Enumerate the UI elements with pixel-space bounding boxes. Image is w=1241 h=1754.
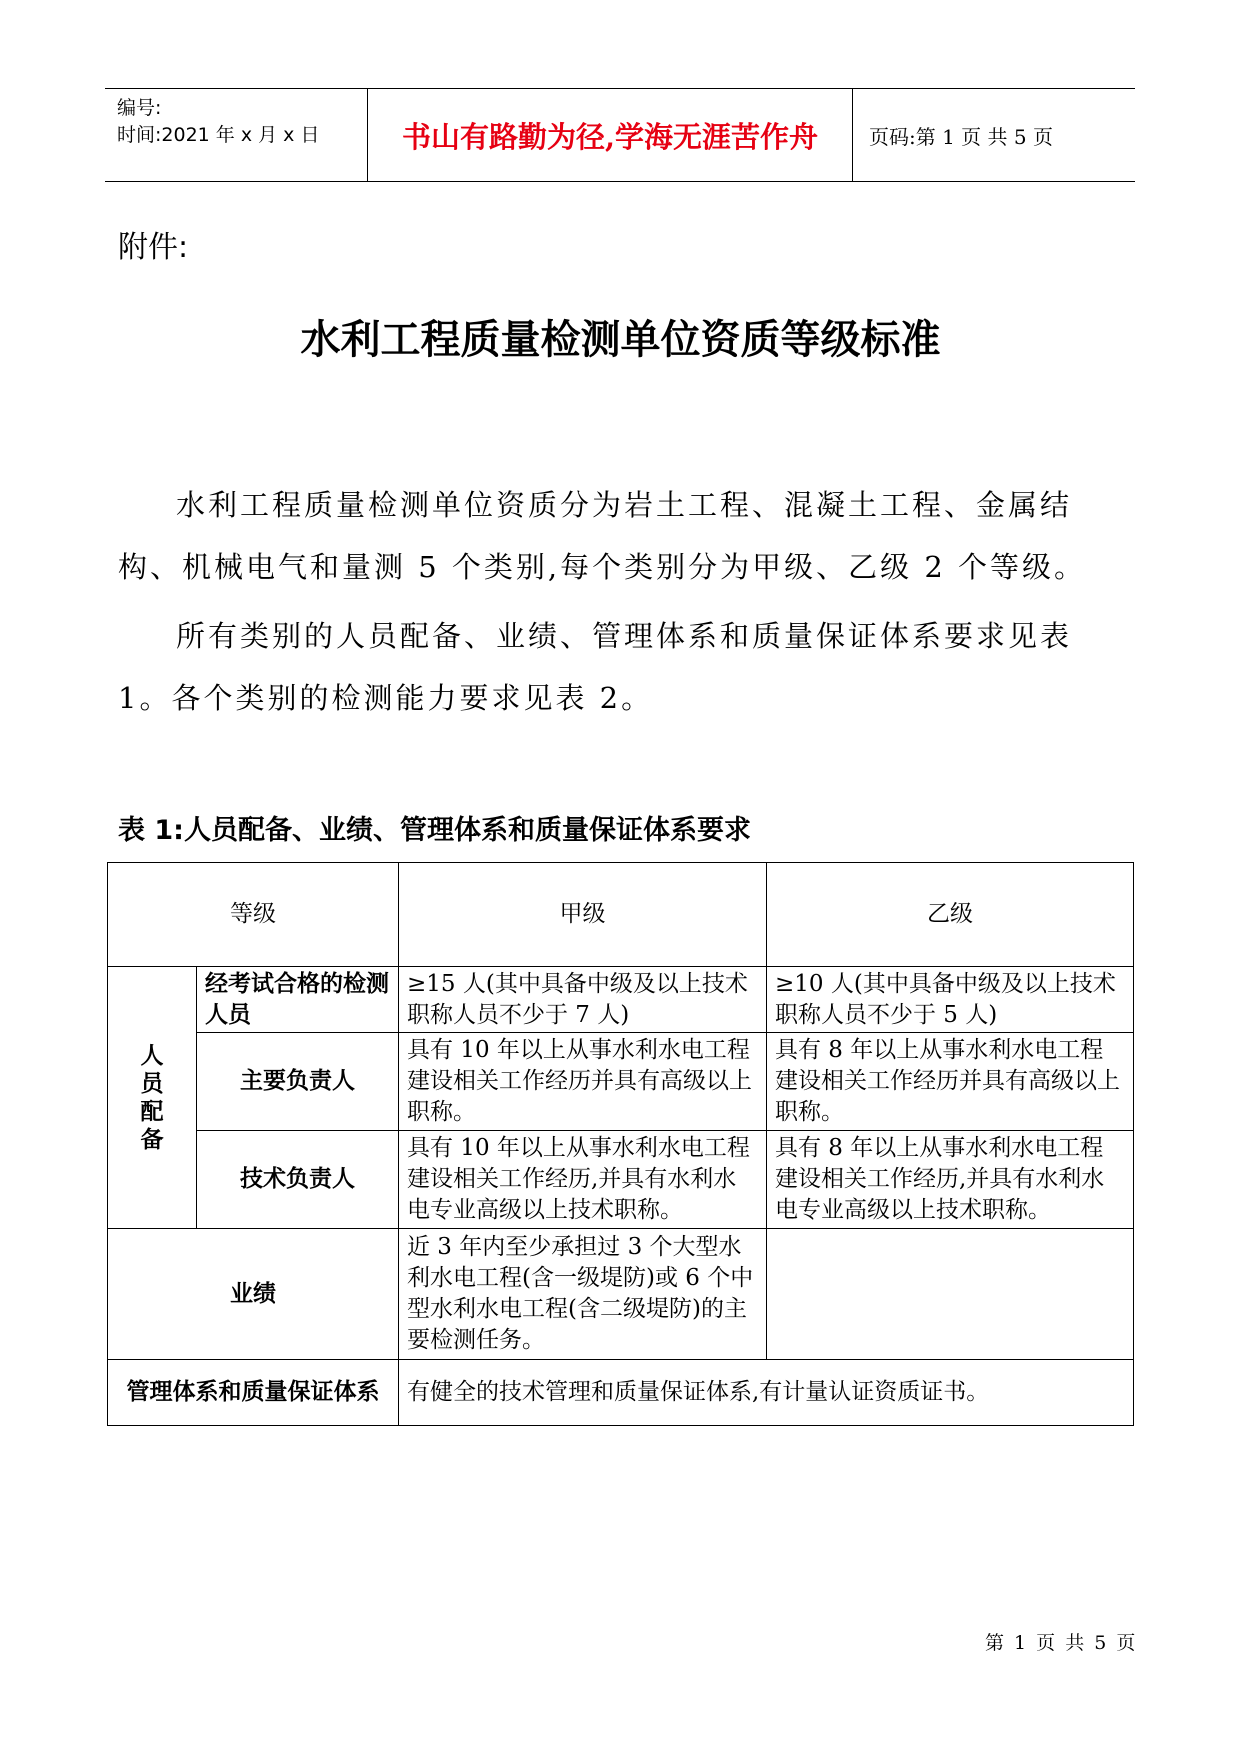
cell-performance-a: 近 3 年内至少承担过 3 个大型水利水电工程(含一级堤防)或 6 个中型水利水电工程(含二级堤防)的主要检测任务。	[399, 1229, 767, 1360]
table-caption: 表 1:人员配备、业绩、管理体系和质量保证体系要求	[118, 815, 751, 846]
time-label: 时间:2021 年 x 月 x 日	[117, 124, 320, 146]
document-title: 水利工程质量检测单位资质等级标准	[300, 317, 941, 363]
cell-principal-b: 具有 8 年以上从事水利水电工程建设相关工作经历并具有高级以上职称。	[767, 1033, 1134, 1131]
table-row	[108, 1229, 1134, 1360]
header-grade-b: 乙级	[767, 863, 1134, 967]
cell-technical-b: 具有 8 年以上从事水利水电工程建设相关工作经历,并具有水利水电专业高级以上技术职称。	[767, 1131, 1134, 1229]
table-row	[108, 1131, 1134, 1229]
row-label-management: 管理体系和质量保证体系	[108, 1360, 399, 1426]
page-footer: 第 1 页 共 5 页	[985, 1632, 1138, 1654]
row-label-technical: 技术负责人	[197, 1131, 399, 1229]
cell-technical-a: 具有 10 年以上从事水利水电工程建设相关工作经历,并具有水利水电专业高级以上技术职称。	[399, 1131, 767, 1229]
page-header	[105, 88, 1135, 182]
cell-performance-b	[767, 1229, 1134, 1360]
serial-label: 编号:	[117, 97, 162, 119]
header-page-code: 页码:第 1 页 共 5 页	[869, 124, 1053, 149]
row-label-performance: 业绩	[108, 1229, 399, 1360]
table-row	[108, 967, 1134, 1033]
header-grade: 等级	[108, 863, 399, 967]
row-label-inspectors: 经考试合格的检测人员	[197, 967, 399, 1033]
header-grade-a: 甲级	[399, 863, 767, 967]
header-motto: 书山有路勤为径,学海无涯苦作舟	[367, 89, 853, 181]
cell-inspectors-a: ≥15 人(其中具备中级及以上技术职称人员不少于 7 人)	[399, 967, 767, 1033]
table-row	[108, 1033, 1134, 1131]
staffing-group-label: 人 员 配 备	[108, 967, 197, 1229]
paragraph-requirements: 所有类别的人员配备、业绩、管理体系和质量保证体系要求见表 1。各个类别的检测能力要求见表 2。	[118, 619, 1073, 715]
row-label-principal: 主要负责人	[197, 1033, 399, 1131]
table-row	[108, 1360, 1134, 1426]
cell-principal-a: 具有 10 年以上从事水利水电工程建设相关工作经历并具有高级以上职称。	[399, 1033, 767, 1131]
header-meta	[105, 89, 367, 181]
cell-management: 有健全的技术管理和质量保证体系,有计量认证资质证书。	[399, 1360, 1134, 1426]
table-header-row	[108, 863, 1134, 967]
attachment-label: 附件:	[118, 230, 189, 265]
paragraph-categories: 水利工程质量检测单位资质分为岩土工程、混凝土工程、金属结构、机械电气和量测 5 个类别,每个类别分为甲级、乙级 2 个等级。	[118, 488, 1086, 584]
cell-inspectors-b: ≥10 人(其中具备中级及以上技术职称人员不少于 5 人)	[767, 967, 1134, 1033]
requirements-table	[107, 862, 1134, 1426]
